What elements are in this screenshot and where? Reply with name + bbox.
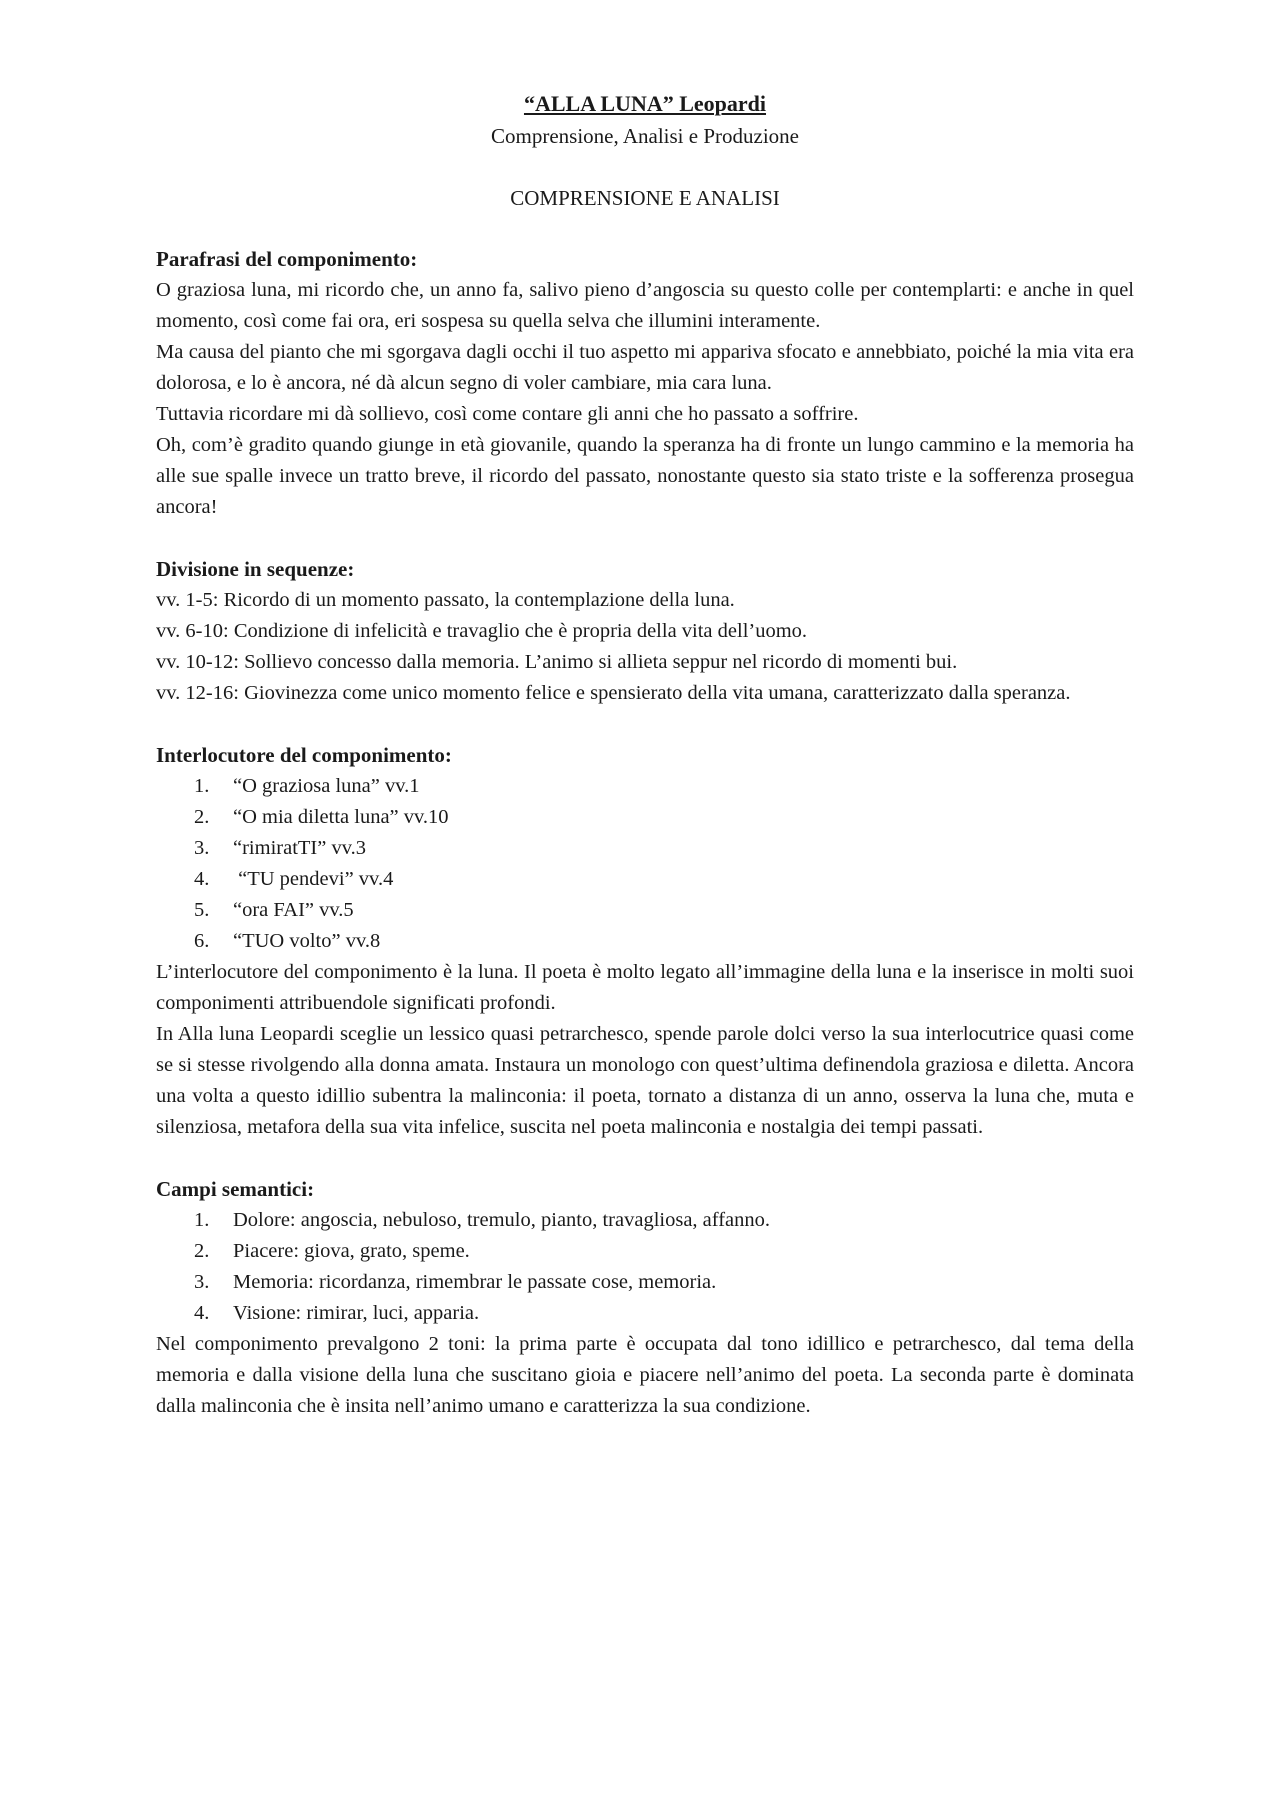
section-title: COMPRENSIONE E ANALISI: [510, 186, 780, 210]
list-item: [156, 895, 1134, 926]
campi-list: [156, 1205, 1134, 1329]
document-subtitle: Comprensione, Analisi e Produzione: [491, 124, 799, 148]
list-item: [156, 926, 1134, 957]
campi-section: [156, 1174, 1134, 1422]
list-text: Memoria: ricordanza, rimembrar le passate cose, memoria.: [233, 1271, 717, 1293]
list-text: “O mia diletta luna” vv.10: [233, 806, 449, 828]
list-number: 3.: [194, 1271, 210, 1293]
document-page: [156, 88, 1134, 1422]
list-text: “rimiratTI” vv.3: [233, 837, 366, 859]
list-item: [156, 864, 1134, 895]
list-text: Dolore: angoscia, nebuloso, tremulo, pianto, travagliosa, affanno.: [233, 1209, 771, 1231]
list-text: Piacere: giova, grato, speme.: [233, 1240, 470, 1262]
list-text: “O graziosa luna” vv.1: [233, 775, 420, 797]
list-number: 6.: [194, 930, 210, 952]
sequenza-item: vv. 12-16: Giovinezza come unico momento felice e spensierato della vita umana, caratterizzato dalla speranza.: [156, 682, 1071, 704]
campi-paragraph: Nel componimento prevalgono 2 toni: la prima parte è occupata dal tono idillico e petrarchesco, dal tema della memoria e dalla visione della luna che suscitano gioia e piacere nell’animo del poeta. La seconda parte è dominata dalla malinconia che è insita nell’animo umano e caratterizza la sua condizione.: [156, 1333, 1134, 1417]
list-number: 3.: [194, 837, 210, 859]
sequenze-heading: Divisione in sequenze:: [156, 557, 355, 581]
interlocutore-paragraph: L’interlocutore del componimento è la luna. Il poeta è molto legato all’immagine della luna e la inserisce in molti suoi componimenti attribuendole significati profondi.: [156, 961, 1134, 1014]
list-item: [156, 1205, 1134, 1236]
campi-heading: Campi semantici:: [156, 1177, 315, 1201]
interlocutore-heading: Interlocutore del componimento:: [156, 743, 452, 767]
list-item: [156, 802, 1134, 833]
interlocutore-paragraph: In Alla luna Leopardi sceglie un lessico quasi petrarchesco, spende parole dolci verso la sua interlocutrice quasi come se si stesse rivolgendo alla donna amata. Instaura un monologo con quest’ultima definendola graziosa e diletta. Ancora una volta a questo idillio subentra la malinconia: il poeta, tornato a distanza di un anno, osserva la luna che, muta e silenziosa, metafora della sua vita infelice, suscita nel poeta malinconia e nostalgia dei tempi passati.: [156, 1023, 1134, 1138]
list-number: 1.: [194, 1209, 210, 1231]
list-text: “TU pendevi” vv.4: [233, 868, 394, 890]
list-item: [156, 771, 1134, 802]
list-number: 4.: [194, 1302, 210, 1324]
sequenza-item: vv. 6-10: Condizione di infelicità e travaglio che è propria della vita dell’uomo.: [156, 620, 808, 642]
sequenza-item: vv. 1-5: Ricordo di un momento passato, la contemplazione della luna.: [156, 589, 735, 611]
parafrasi-section: [156, 244, 1134, 523]
list-number: 2.: [194, 806, 210, 828]
parafrasi-paragraph: O graziosa luna, mi ricordo che, un anno fa, salivo pieno d’angoscia su questo colle per contemplarti: e anche in quel momento, così come fai ora, eri sospesa su quella selva che illumini interamente.: [156, 279, 1134, 332]
list-number: 1.: [194, 775, 210, 797]
sequenze-section: [156, 554, 1134, 709]
list-text: “TUO volto” vv.8: [233, 930, 381, 952]
list-number: 5.: [194, 899, 210, 921]
interlocutore-section: [156, 740, 1134, 1143]
list-text: Visione: rimirar, luci, apparia.: [233, 1302, 480, 1324]
interlocutore-list: [156, 771, 1134, 957]
sequenza-item: vv. 10-12: Sollievo concesso dalla memoria. L’animo si allieta seppur nel ricordo di momenti bui.: [156, 651, 958, 673]
parafrasi-heading: Parafrasi del componimento:: [156, 247, 418, 271]
parafrasi-paragraph: Tuttavia ricordare mi dà sollievo, così come contare gli anni che ho passato a soffrire.: [156, 403, 859, 425]
parafrasi-paragraph: Oh, com’è gradito quando giunge in età giovanile, quando la speranza ha di fronte un lungo cammino e la memoria ha alle sue spalle invece un tratto breve, il ricordo del passato, nonostante questo sia stato triste e la sofferenza prosegua ancora!: [156, 434, 1134, 518]
list-item: [156, 1236, 1134, 1267]
list-number: 2.: [194, 1240, 210, 1262]
document-title: “ALLA LUNA” Leopardi: [523, 91, 767, 116]
list-number: 4.: [194, 868, 210, 890]
list-item: [156, 1298, 1134, 1329]
list-item: [156, 833, 1134, 864]
list-item: [156, 1267, 1134, 1298]
list-text: “ora FAI” vv.5: [233, 899, 354, 921]
parafrasi-paragraph: Ma causa del pianto che mi sgorgava dagli occhi il tuo aspetto mi appariva sfocato e annebbiato, poiché la mia vita era dolorosa, e lo è ancora, né dà alcun segno di voler cambiare, mia cara luna.: [156, 341, 1134, 394]
